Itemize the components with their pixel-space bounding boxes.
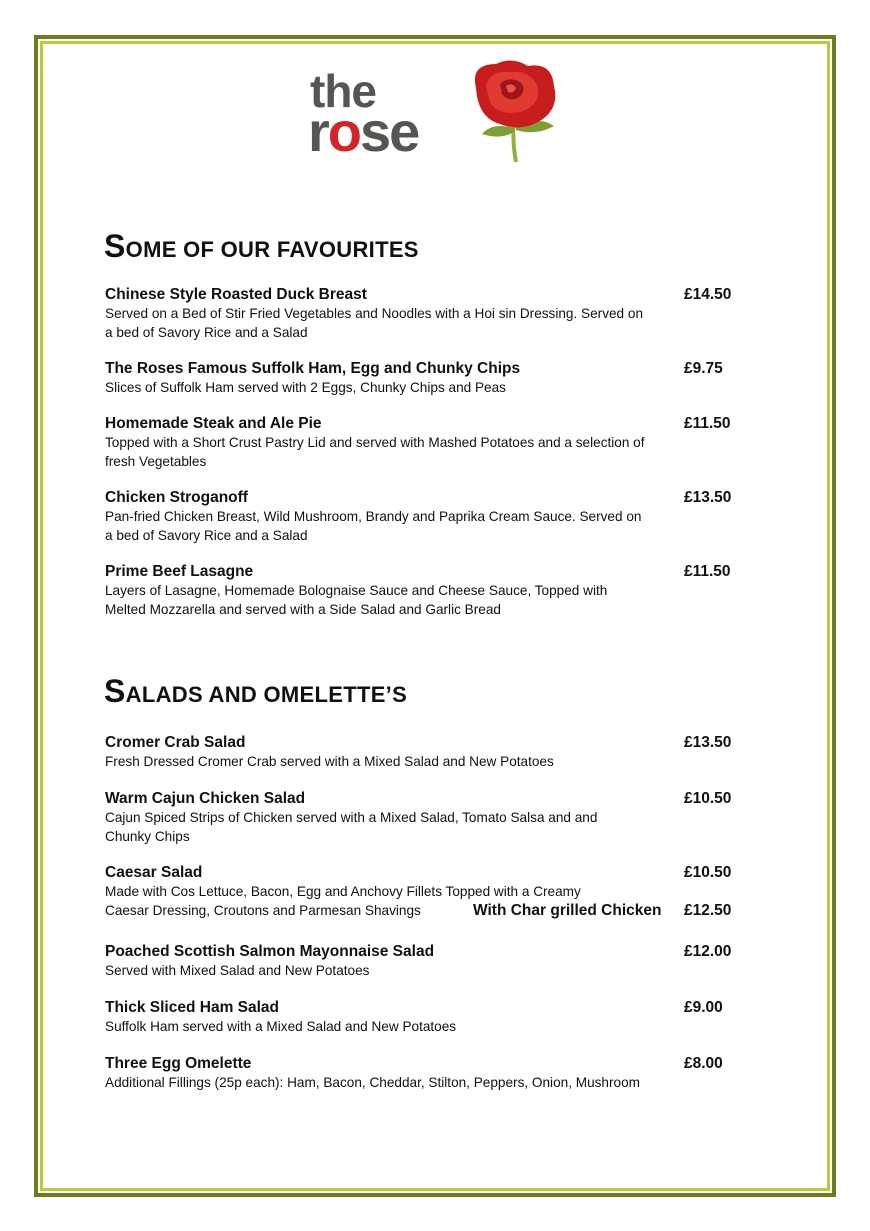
- menu-item: [105, 733, 735, 771]
- menu-item-price: £11.50: [684, 563, 731, 580]
- menu-item-description: Cajun Spiced Strips of Chicken served with a Mixed Salad, Tomato Salsa and and Chunky Chips: [105, 810, 598, 844]
- rose-flower-icon: [456, 58, 568, 162]
- menu-item-price: £12.00: [684, 943, 732, 960]
- menu-item: [105, 942, 735, 980]
- menu-item-description: Additional Fillings (25p each): Ham, Bacon, Cheddar, Stilton, Peppers, Onion, Mushroom: [105, 1075, 640, 1090]
- menu-item-description: Made with Cos Lettuce, Bacon, Egg and Anchovy Fillets Topped with a Creamy Caesar Dressing, Croutons and Parmesan Shavings: [105, 884, 581, 918]
- menu-item-price: £13.50: [684, 734, 732, 751]
- menu-item: [105, 359, 735, 397]
- menu-item-addon-label: With Char grilled Chicken: [473, 902, 662, 919]
- menu-item-name: Poached Scottish Salmon Mayonnaise Salad: [105, 943, 435, 960]
- menu-item: [105, 863, 735, 920]
- menu-item: [105, 414, 735, 471]
- menu-item-price: £8.00: [684, 1055, 723, 1072]
- menu-item-description: Served on a Bed of Stir Fried Vegetables and Noodles with a Hoi sin Dressing. Served on a bed of Savory Rice and a Salad: [105, 306, 644, 340]
- logo-word-the: the: [310, 65, 376, 117]
- the-rose-logo: [306, 58, 576, 163]
- menu-item-addon-price: £12.50: [684, 902, 732, 919]
- menu-item-name: Three Egg Omelette: [105, 1055, 252, 1072]
- menu-item-description: Fresh Dressed Cromer Crab served with a Mixed Salad and New Potatoes: [105, 754, 554, 769]
- menu-item-price: £14.50: [684, 286, 732, 303]
- menu-item: [105, 1054, 735, 1092]
- menu-item-name: Warm Cajun Chicken Salad: [105, 790, 306, 807]
- menu-item: [105, 488, 735, 545]
- menu-item: [105, 285, 735, 342]
- menu-item-description: Slices of Suffolk Ham served with 2 Eggs, Chunky Chips and Peas: [105, 380, 506, 395]
- menu-item-name: Chinese Style Roasted Duck Breast: [105, 286, 367, 303]
- menu-item-price: £9.75: [684, 360, 723, 377]
- menu-item-name: Homemade Steak and Ale Pie: [105, 415, 322, 432]
- menu-item-price: £13.50: [684, 489, 732, 506]
- menu-item: [105, 562, 735, 619]
- menu-item-price: £9.00: [684, 999, 723, 1016]
- menu-item-name: Thick Sliced Ham Salad: [105, 999, 280, 1016]
- section-title-salads: SALADS AND OMELETTE’S: [104, 673, 408, 709]
- menu-item: [105, 789, 735, 846]
- menu-item-name: The Roses Famous Suffolk Ham, Egg and Chunky Chips: [105, 360, 521, 377]
- menu-item-description: Pan-fried Chicken Breast, Wild Mushroom, Brandy and Paprika Cream Sauce. Served on a bed of Savory Rice and a Salad: [105, 509, 642, 543]
- section-title-favourites: SOME OF OUR FAVOURITES: [104, 228, 419, 264]
- menu-item-name: Caesar Salad: [105, 864, 203, 881]
- menu-item-price: £10.50: [684, 864, 732, 881]
- menu-item-description: Topped with a Short Crust Pastry Lid and served with Mashed Potatoes and a selection of fresh Vegetables: [105, 435, 645, 469]
- menu-item-price: £10.50: [684, 790, 732, 807]
- menu-item-name: Chicken Stroganoff: [105, 489, 248, 506]
- menu-item-description: Served with Mixed Salad and New Potatoes: [105, 963, 370, 978]
- menu-item-description: Suffolk Ham served with a Mixed Salad and New Potatoes: [105, 1019, 457, 1034]
- menu-item-name: Cromer Crab Salad: [105, 734, 246, 751]
- menu-item-name: Prime Beef Lasagne: [105, 563, 254, 580]
- logo-word-rose: rose: [308, 100, 419, 163]
- menu-item-price: £11.50: [684, 415, 731, 432]
- menu-item: [105, 998, 735, 1036]
- menu-item-description: Layers of Lasagne, Homemade Bolognaise Sauce and Cheese Sauce, Topped with Melted Mozzarella and served with a Side Salad and Garlic Bread: [105, 583, 608, 617]
